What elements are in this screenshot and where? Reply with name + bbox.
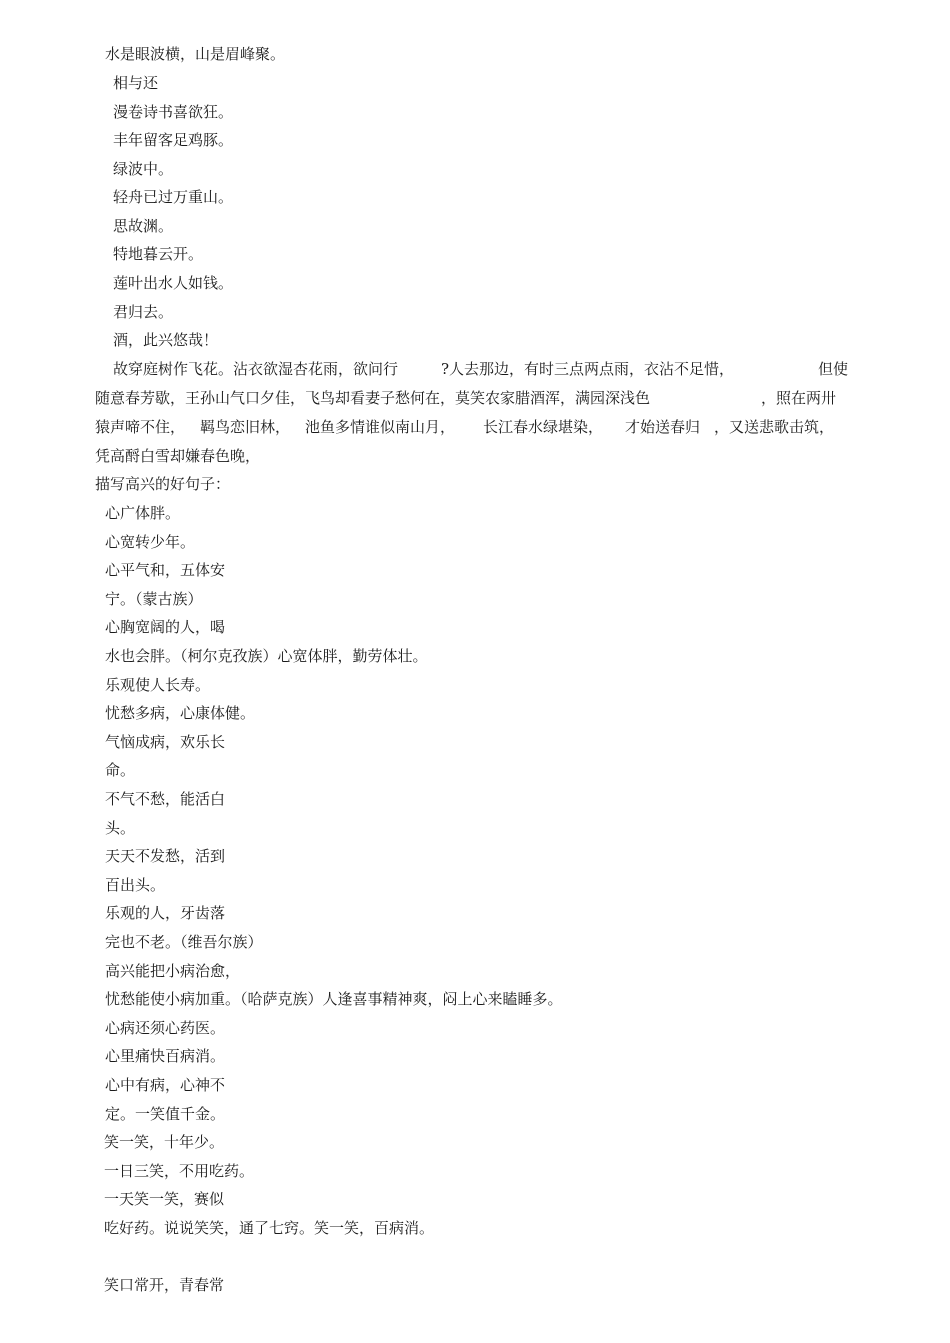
proverb-line: 笑一笑，十年少。 [104, 1133, 225, 1151]
proverb-line: 心胸宽阔的人，喝 [105, 618, 226, 636]
poem-line: 相与还 [113, 74, 159, 92]
proverb-line: 乐观的人，牙齿落 [105, 904, 226, 922]
proverb-line: 忧愁能使小病加重。（哈萨克族）人逢喜事精神爽，闷上心来瞌睡多。 [105, 990, 563, 1008]
proverb-line: 一天笑一笑，赛似 [104, 1190, 225, 1208]
paragraph-segment: 随意春芳歇，王孙山气口夕佳，飞鸟却看妻子愁何在，莫笑农家腊酒浑，满园深浅色 [95, 389, 651, 407]
poem-line: 特地暮云开。 [113, 245, 204, 263]
proverb-line: 心里痛快百病消。 [105, 1047, 226, 1065]
proverb-line: 心宽转少年。 [105, 533, 196, 551]
poem-line: 丰年留客足鸡豚。 [113, 131, 234, 149]
proverb-line: 心病还须心药医。 [105, 1019, 226, 1037]
paragraph-segment: 才始送春归 [625, 418, 701, 436]
proverb-line: 头。 [105, 819, 136, 837]
proverb-line: 不气不愁，能活白 [105, 790, 226, 808]
proverb-line: 心广体胖。 [105, 504, 181, 522]
paragraph-segment: 凭高酹白雪却嫌春色晚， [95, 447, 261, 465]
paragraph-segment: ，照在两卅 [761, 389, 837, 407]
proverb-line: 定。一笑值千金。 [105, 1105, 226, 1123]
poem-line: 莲叶出水人如钱。 [113, 274, 234, 292]
paragraph-segment: 故穿庭树作飞花。沾衣欲湿杏花雨，欲问行 [113, 360, 399, 378]
poem-line: 轻舟已过万重山。 [113, 188, 234, 206]
proverb-line: 忧愁多病，心康体健。 [105, 704, 256, 722]
section-heading: 描写高兴的好句子： [95, 475, 231, 493]
proverb-line: 高兴能把小病治愈， [105, 962, 241, 980]
proverb-line: 命。 [105, 761, 136, 779]
proverb-line: 宁。（蒙古族） [105, 590, 203, 608]
proverb-line: 笑口常开，青春常 [104, 1276, 225, 1294]
poem-line: 思故渊。 [113, 217, 174, 235]
proverb-line: 水也会胖。（柯尔克孜族）心宽体胖，勤劳体壮。 [105, 647, 428, 665]
proverb-line: 一日三笑，不用吃药。 [104, 1162, 255, 1180]
paragraph-segment: 但使 [818, 360, 849, 378]
proverb-line: 气恼成病，欢乐长 [105, 733, 226, 751]
poem-line: 漫卷诗书喜欲狂。 [113, 103, 234, 121]
proverb-line: 完也不老。（维吾尔族） [105, 933, 263, 951]
poem-line: 酒，此兴悠哉！ [113, 331, 219, 349]
proverb-line: 乐观使人长寿。 [105, 676, 211, 694]
proverb-line: 心中有病，心神不 [105, 1076, 226, 1094]
paragraph-segment: ?人去那边，有时三点两点雨，衣沾不足惜， [441, 360, 735, 378]
paragraph-segment: 猿声啼不住， [95, 418, 186, 436]
proverb-line: 天天不发愁，活到 [105, 847, 226, 865]
paragraph-segment: ，又送悲歌击筑， [714, 418, 835, 436]
poem-line: 水是眼波横，山是眉峰聚。 [105, 45, 286, 63]
poem-line: 君归去。 [113, 303, 174, 321]
poem-line: 绿波中。 [113, 160, 174, 178]
proverb-line: 百出头。 [105, 876, 166, 894]
paragraph-segment: 池鱼多情谁似南山月， [305, 418, 456, 436]
proverb-line: 吃好药。说说笑笑，通了七窍。笑一笑，百病消。 [104, 1219, 435, 1237]
paragraph-segment: 羁鸟恋旧林， [200, 418, 291, 436]
proverb-line: 心平气和，五体安 [105, 561, 226, 579]
paragraph-segment: 长江春水绿堪染， [483, 418, 604, 436]
